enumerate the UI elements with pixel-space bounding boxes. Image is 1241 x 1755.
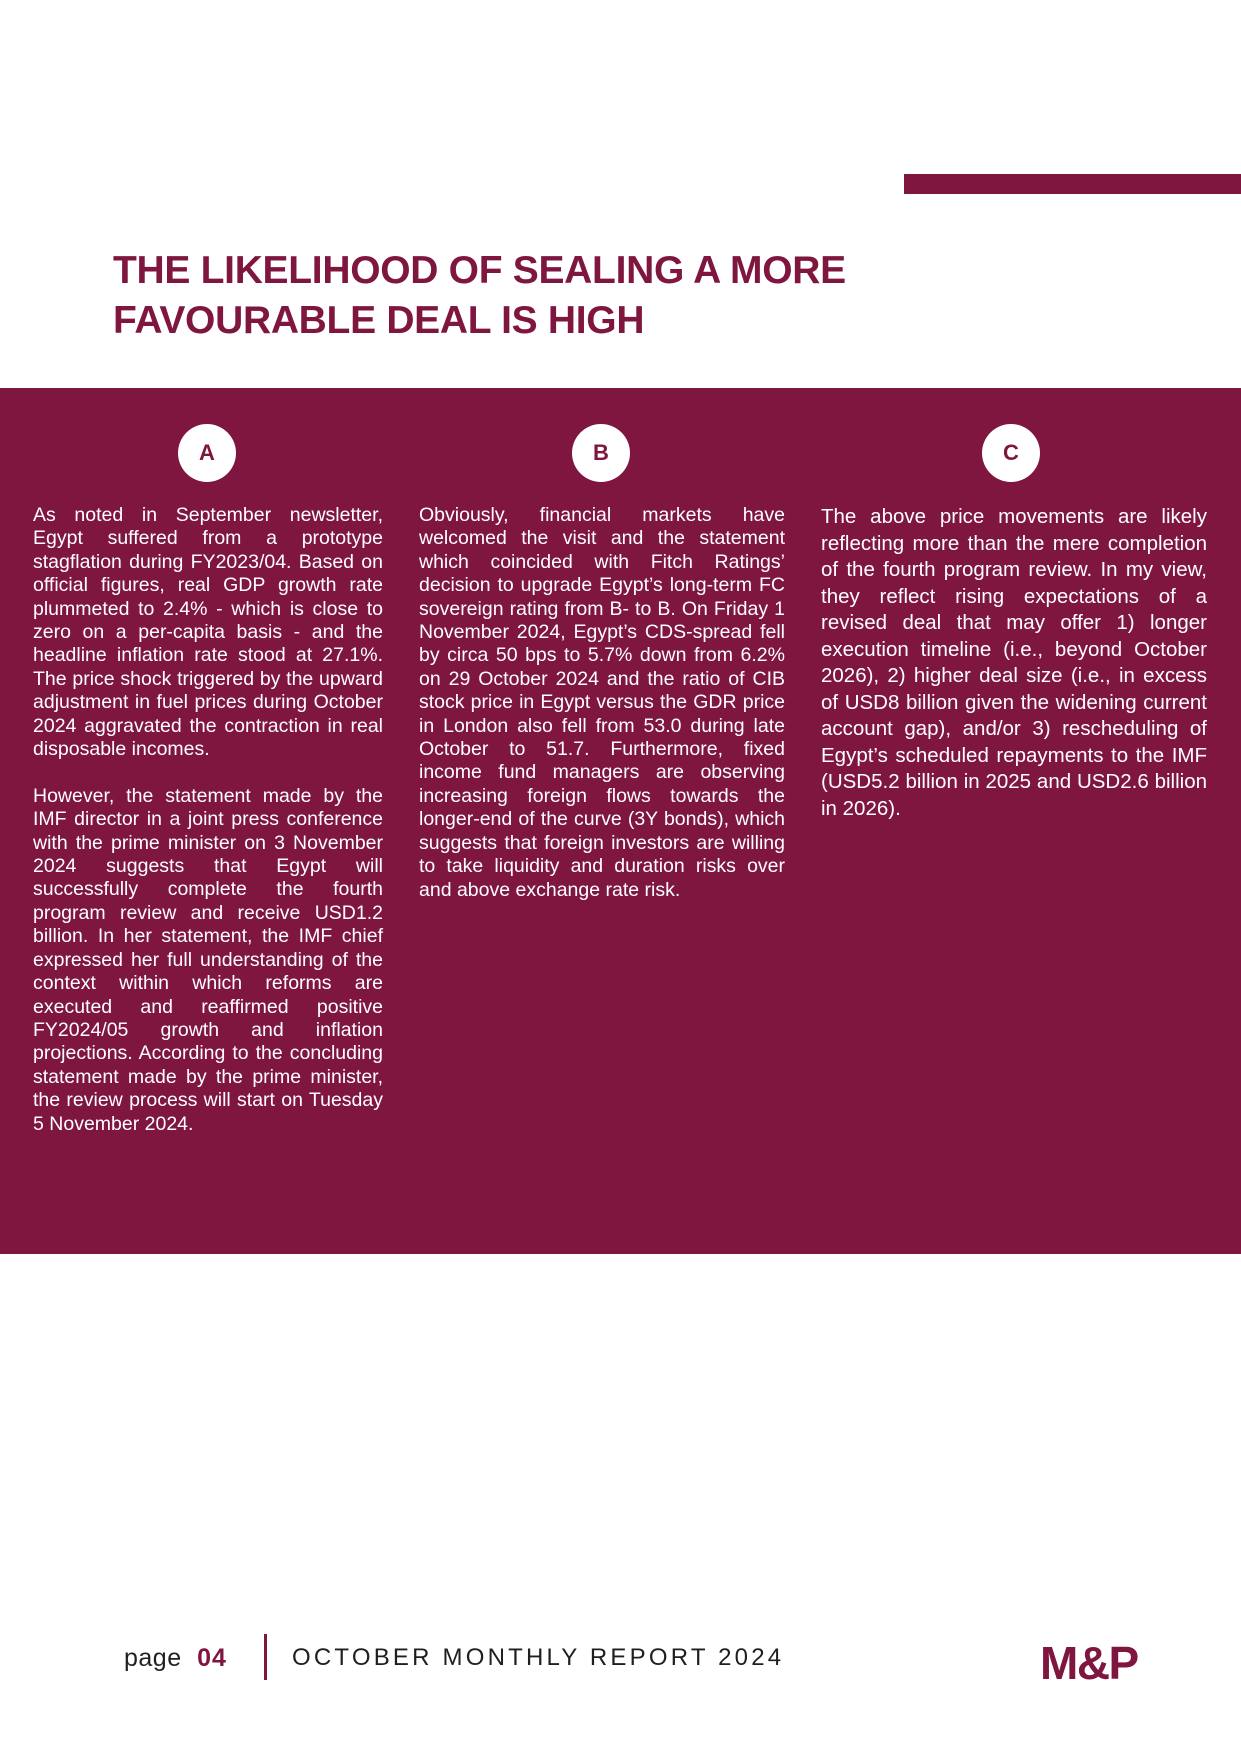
- page-title-line-1: THE LIKELIHOOD OF SEALING A MORE: [113, 249, 846, 292]
- column-a-badge: A: [178, 424, 236, 482]
- column-b-badge: B: [572, 424, 630, 482]
- column-b-paragraph-1: Obviously, financial markets have welcomed the visit and the statement which coincided with Fitch Ratings’ decision to upgrade Egypt’s long-term FC sovereign rating from B- to B. On Friday 1 November 2024, Egypt’s CDS-spread fell by circa 50 bps to 5.7% down from 6.2% on 29 October 2024 and the ratio of CIB stock price in Egypt versus the GDR price in London also fell from 53.0 during late October to 51.7. Furthermore, fixed income fund managers are observing increasing foreign flows towards the longer-end of the curve (3Y bonds), which suggests that foreign investors are willing to take liquidity and duration risks over and above exchange rate risk.: [419, 504, 785, 901]
- column-b-text: [419, 504, 785, 902]
- column-c-paragraph-1: The above price movements are likely reflecting more than the mere completion of the fourth program review. In my view, they reflect rising expectations of a revised deal that may offer 1) longer execution timeline (i.e., beyond October 2026), 2) higher deal size (i.e., in excess of USD8 billion given the widening current account gap), and/or 3) rescheduling of Egypt’s scheduled repayments to the IMF (USD5.2 billion in 2025 and USD2.6 billion in 2026).: [821, 505, 1207, 820]
- column-c-text: [821, 504, 1207, 822]
- brand-logo: M&P: [1040, 1637, 1138, 1689]
- report-title: OCTOBER MONTHLY REPORT 2024: [292, 1644, 785, 1671]
- page-title: [113, 246, 1013, 346]
- page-label: page: [124, 1644, 182, 1672]
- column-a-paragraph-1: As noted in September newsletter, Egypt suffered from a prototype stagflation during FY2023/04. Based on official figures, real GDP growth rate plummeted to 2.4% - which is close to zero on a per-capita basis - and the headline inflation rate stood at 27.1%. The price shock triggered by the upward adjustment in fuel prices during October 2024 aggravated the contraction in real disposable incomes.: [33, 504, 383, 761]
- header-accent-bar: [904, 174, 1241, 194]
- page-indicator: [124, 1644, 227, 1673]
- column-c-badge: C: [982, 424, 1040, 482]
- column-a-paragraph-2: However, the statement made by the IMF director in a joint press conference with the prime minister on 3 November 2024 suggests that Egypt will successfully complete the fourth program review and receive USD1.2 billion. In her statement, the IMF chief expressed her full understanding of the context within which reforms are executed and reaffirmed positive FY2024/05 growth and inflation projections. According to the concluding statement made by the prime minister, the review process will start on Tuesday 5 November 2024.: [33, 784, 383, 1135]
- content-panel: [0, 388, 1241, 1254]
- page-footer: [0, 1630, 1241, 1690]
- footer-divider: [264, 1634, 267, 1680]
- column-a-text: [33, 504, 383, 1136]
- page-number: 04: [197, 1644, 227, 1672]
- page-title-line-2: FAVOURABLE DEAL IS HIGH: [113, 299, 645, 342]
